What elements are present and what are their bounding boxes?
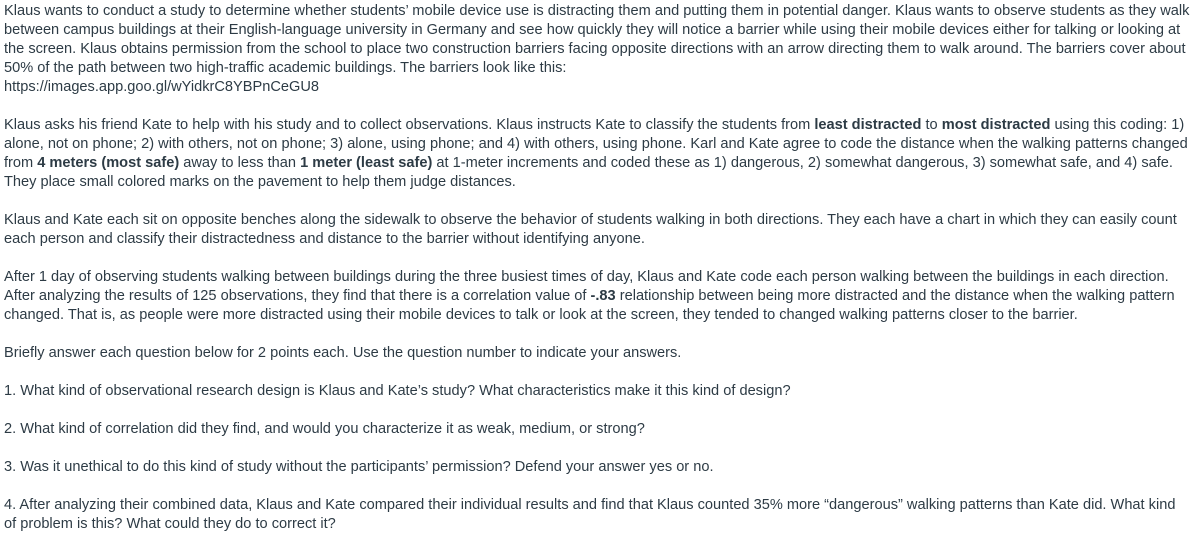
correlation-value: -.83	[590, 288, 616, 304]
question-4: 4. After analyzing their combined data, Klaus and Kate compared their individual results and find that Klaus counted 35% more “dangerous” walking patterns than Kate did. What kind of problem is this? What could they do to correct it?	[4, 497, 1176, 532]
results-text-2: relationship between being more distracted and the distance when the walking pattern changed. That is, as people were more distracted using their mobile devices to talk or look at the screen, they tended to changed walking patterns closer to the barrier.	[4, 288, 1175, 323]
most-distracted-term: most distracted	[941, 117, 1051, 133]
observation-paragraph: Klaus and Kate each sit on opposite benches along the sidewalk to observe the behavior of students walking in both directions. They each have a chart in which they can easily count each person and classify their distractedness and distance to the barrier without identifying anyone.	[4, 212, 1177, 247]
most-safe-term: 4 meters (most safe)	[37, 155, 180, 171]
coding-text-1: Klaus asks his friend Kate to help with his study and to collect observations. Klaus instructs Kate to classify the students from	[4, 117, 815, 133]
barrier-image-link: https://images.app.goo.gl/wYidkrC8YBPnCeGU8	[4, 79, 320, 95]
intro-paragraph	[4, 2, 1191, 97]
coding-paragraph	[4, 116, 1191, 192]
least-safe-term: 1 meter (least safe)	[300, 155, 433, 171]
least-distracted-term: least distracted	[814, 117, 922, 133]
intro-text: Klaus wants to conduct a study to determine whether students’ mobile device use is distracting them and putting them in potential danger. Klaus wants to observe students as they walk between campus buildings at their English-language university in Germany and see how quickly they will notice a barrier while using their mobile devices either for talking or looking at the screen. Klaus obtains permission from the school to place two construction barriers facing opposite directions with an arrow directing them to walk around. The barriers cover about 50% of the path between two high-traffic academic buildings. The barriers look like this:	[4, 3, 1190, 76]
coding-text-5: at 1-meter increments and coded these as 1) dangerous, 2) somewhat dangerous, 3) somewhat safe, and 4) safe. They place small colored marks on the pavement to help them judge distances.	[4, 155, 1173, 190]
question-2: 2. What kind of correlation did they find, and would you characterize it as weak, medium, or strong?	[4, 421, 645, 437]
results-text-1: After 1 day of observing students walking between buildings during the three busiest times of day, Klaus and Kate code each person walking between the buildings in each direction. After analyzing the results of 125 observations, they find that there is a correlation value of	[4, 269, 1169, 304]
instructions-paragraph: Briefly answer each question below for 2 points each. Use the question number to indicate your answers.	[4, 345, 682, 361]
coding-text-3: using this coding: 1) alone, not on phone; 2) with others, not on phone; 3) alone, using phone; and 4) with others, using phone. Karl and Kate agree to code the distance when the walking patterns changed from	[4, 117, 1188, 171]
question-1: 1. What kind of observational research design is Klaus and Kate’s study? What characteristics make it this kind of design?	[4, 383, 791, 399]
question-3: 3. Was it unethical to do this kind of study without the participants’ permission? Defend your answer yes or no.	[4, 459, 714, 475]
results-paragraph	[4, 268, 1191, 325]
coding-text-2: to	[921, 117, 942, 133]
coding-text-4: away to less than	[179, 155, 301, 171]
